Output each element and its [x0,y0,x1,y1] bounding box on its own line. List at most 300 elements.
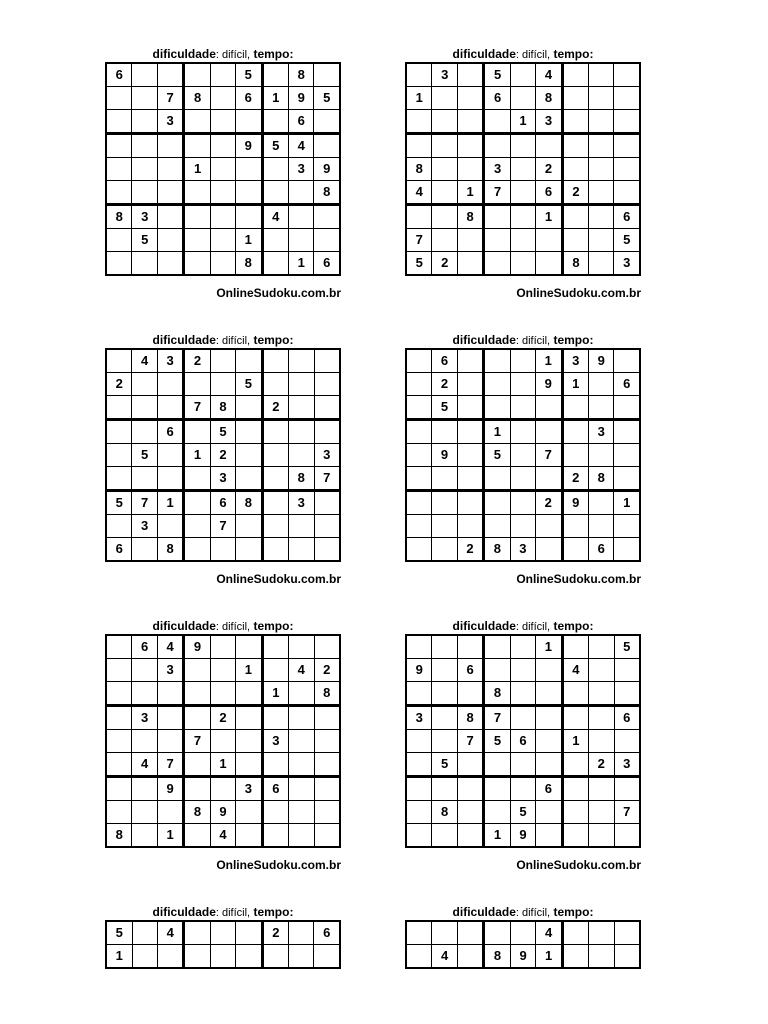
sudoku-cell[interactable] [314,134,340,158]
sudoku-cell[interactable]: 3 [588,420,613,444]
sudoku-cell[interactable] [157,396,183,420]
sudoku-cell[interactable]: 5 [236,63,262,87]
sudoku-cell[interactable] [262,252,288,276]
sudoku-cell[interactable] [510,181,535,205]
sudoku-cell[interactable] [132,181,157,205]
sudoku-cell[interactable] [562,110,588,134]
sudoku-cell[interactable] [588,373,613,396]
sudoku-cell[interactable] [510,444,535,467]
sudoku-cell[interactable] [432,659,457,682]
sudoku-cell[interactable] [510,491,535,515]
sudoku-cell[interactable]: 6 [106,538,132,562]
sudoku-cell[interactable] [457,777,483,801]
sudoku-cell[interactable] [184,229,210,252]
sudoku-cell[interactable]: 2 [210,706,235,730]
sudoku-cell[interactable]: 5 [262,134,288,158]
sudoku-cell[interactable]: 8 [432,801,457,824]
sudoku-cell[interactable] [236,538,262,562]
sudoku-cell[interactable] [236,753,262,777]
sudoku-cell[interactable]: 6 [614,205,640,229]
sudoku-cell[interactable] [510,373,535,396]
sudoku-cell[interactable]: 1 [184,158,210,181]
sudoku-cell[interactable]: 3 [406,706,432,730]
sudoku-cell[interactable] [314,801,340,824]
sudoku-cell[interactable]: 2 [536,491,562,515]
sudoku-cell[interactable] [432,420,457,444]
sudoku-cell[interactable] [432,682,457,706]
sudoku-cell[interactable] [562,538,588,562]
sudoku-cell[interactable]: 6 [432,349,457,373]
sudoku-cell[interactable] [289,945,314,969]
sudoku-cell[interactable] [184,63,210,87]
sudoku-cell[interactable]: 5 [432,753,457,777]
sudoku-cell[interactable] [262,158,288,181]
sudoku-cell[interactable] [406,63,432,87]
sudoku-cell[interactable]: 8 [406,158,432,181]
sudoku-cell[interactable]: 3 [132,706,157,730]
sudoku-cell[interactable] [106,753,132,777]
sudoku-cell[interactable] [589,801,614,824]
sudoku-cell[interactable] [614,515,640,538]
sudoku-cell[interactable] [210,134,235,158]
sudoku-cell[interactable] [132,252,157,276]
sudoku-cell[interactable] [406,396,432,420]
sudoku-cell[interactable] [432,515,457,538]
sudoku-cell[interactable] [562,921,588,945]
sudoku-cell[interactable] [210,921,235,945]
sudoku-cell[interactable] [106,420,132,444]
sudoku-cell[interactable]: 8 [457,205,483,229]
sudoku-cell[interactable] [536,515,562,538]
sudoku-cell[interactable] [236,945,262,969]
sudoku-cell[interactable] [484,467,510,491]
sudoku-cell[interactable]: 8 [314,181,340,205]
sudoku-cell[interactable] [210,945,235,969]
sudoku-cell[interactable]: 2 [562,467,588,491]
sudoku-cell[interactable] [210,777,235,801]
sudoku-cell[interactable]: 2 [262,921,289,945]
sudoku-cell[interactable] [132,945,157,969]
sudoku-cell[interactable] [132,777,157,801]
sudoku-cell[interactable]: 6 [314,921,340,945]
sudoku-cell[interactable] [589,659,614,682]
sudoku-cell[interactable]: 9 [510,945,536,969]
sudoku-cell[interactable]: 3 [236,777,262,801]
sudoku-cell[interactable] [589,682,614,706]
sudoku-cell[interactable] [510,396,535,420]
sudoku-cell[interactable]: 6 [614,373,640,396]
sudoku-cell[interactable] [314,396,340,420]
sudoku-cell[interactable] [457,515,483,538]
sudoku-cell[interactable] [236,396,262,420]
sudoku-cell[interactable]: 7 [484,181,510,205]
sudoku-cell[interactable]: 1 [536,635,562,659]
sudoku-cell[interactable] [457,467,483,491]
sudoku-cell[interactable]: 4 [157,921,184,945]
sudoku-cell[interactable] [132,134,157,158]
sudoku-cell[interactable] [432,706,457,730]
sudoku-cell[interactable]: 5 [236,373,262,396]
sudoku-cell[interactable] [106,181,132,205]
sudoku-cell[interactable] [289,706,314,730]
sudoku-cell[interactable] [314,538,340,562]
sudoku-cell[interactable] [314,777,340,801]
sudoku-cell[interactable] [314,945,340,969]
sudoku-cell[interactable] [562,801,588,824]
sudoku-cell[interactable] [536,753,562,777]
sudoku-cell[interactable] [510,706,535,730]
sudoku-cell[interactable] [289,921,314,945]
sudoku-cell[interactable] [288,229,313,252]
sudoku-cell[interactable] [589,63,614,87]
sudoku-cell[interactable] [184,921,210,945]
sudoku-cell[interactable] [484,134,510,158]
sudoku-cell[interactable] [262,635,288,659]
sudoku-cell[interactable] [210,373,235,396]
sudoku-cell[interactable] [432,205,457,229]
sudoku-cell[interactable] [457,396,483,420]
sudoku-cell[interactable]: 4 [262,205,288,229]
sudoku-cell[interactable] [262,63,288,87]
sudoku-cell[interactable] [132,63,157,87]
sudoku-cell[interactable] [106,158,132,181]
sudoku-cell[interactable]: 8 [588,467,613,491]
sudoku-cell[interactable]: 8 [184,87,210,110]
sudoku-cell[interactable] [562,824,588,848]
sudoku-cell[interactable]: 1 [536,205,562,229]
sudoku-cell[interactable]: 4 [536,63,562,87]
sudoku-cell[interactable]: 2 [432,252,457,276]
sudoku-cell[interactable]: 7 [157,87,183,110]
sudoku-cell[interactable]: 3 [510,538,535,562]
sudoku-cell[interactable] [536,538,562,562]
sudoku-cell[interactable] [262,181,288,205]
sudoku-cell[interactable]: 6 [288,110,313,134]
sudoku-cell[interactable] [132,730,157,753]
sudoku-cell[interactable] [236,158,262,181]
sudoku-cell[interactable] [406,682,432,706]
sudoku-cell[interactable]: 2 [262,396,288,420]
sudoku-cell[interactable] [406,538,432,562]
sudoku-cell[interactable] [562,134,588,158]
sudoku-cell[interactable]: 3 [132,205,157,229]
sudoku-cell[interactable] [589,158,614,181]
sudoku-cell[interactable]: 5 [132,444,157,467]
sudoku-cell[interactable] [157,730,183,753]
sudoku-cell[interactable] [236,181,262,205]
sudoku-cell[interactable] [106,467,132,491]
sudoku-cell[interactable]: 6 [132,635,157,659]
sudoku-cell[interactable] [457,420,483,444]
sudoku-cell[interactable] [614,682,640,706]
sudoku-cell[interactable]: 5 [484,444,510,467]
sudoku-cell[interactable]: 8 [184,801,210,824]
sudoku-cell[interactable]: 5 [106,491,132,515]
sudoku-cell[interactable]: 3 [210,467,235,491]
sudoku-cell[interactable]: 6 [210,491,235,515]
sudoku-cell[interactable] [510,205,535,229]
sudoku-cell[interactable] [614,396,640,420]
sudoku-cell[interactable] [184,682,210,706]
sudoku-cell[interactable] [106,444,132,467]
sudoku-cell[interactable] [106,87,132,110]
sudoku-cell[interactable]: 2 [457,538,483,562]
sudoku-cell[interactable] [236,467,262,491]
sudoku-cell[interactable] [589,229,614,252]
sudoku-cell[interactable] [432,730,457,753]
sudoku-cell[interactable] [406,420,432,444]
sudoku-cell[interactable] [132,420,157,444]
sudoku-cell[interactable] [236,420,262,444]
sudoku-cell[interactable] [262,229,288,252]
sudoku-cell[interactable] [132,396,157,420]
sudoku-cell[interactable]: 9 [588,349,613,373]
sudoku-cell[interactable] [157,801,183,824]
sudoku-cell[interactable] [589,87,614,110]
sudoku-cell[interactable]: 1 [184,444,210,467]
sudoku-cell[interactable] [406,753,432,777]
sudoku-cell[interactable] [314,753,340,777]
sudoku-cell[interactable] [184,181,210,205]
sudoku-cell[interactable]: 1 [157,824,183,848]
sudoku-cell[interactable] [589,730,614,753]
sudoku-cell[interactable] [484,753,510,777]
sudoku-cell[interactable] [536,824,562,848]
sudoku-cell[interactable] [132,87,157,110]
sudoku-cell[interactable] [106,777,132,801]
sudoku-cell[interactable]: 5 [432,396,457,420]
sudoku-cell[interactable]: 8 [484,682,510,706]
sudoku-cell[interactable] [132,110,157,134]
sudoku-cell[interactable] [106,252,132,276]
sudoku-cell[interactable] [106,396,132,420]
sudoku-cell[interactable] [432,635,457,659]
sudoku-cell[interactable]: 8 [314,682,340,706]
sudoku-cell[interactable] [210,659,235,682]
sudoku-cell[interactable]: 8 [157,538,183,562]
sudoku-cell[interactable] [314,110,340,134]
sudoku-cell[interactable] [406,824,432,848]
sudoku-cell[interactable] [210,205,235,229]
sudoku-cell[interactable]: 1 [484,824,510,848]
sudoku-cell[interactable] [236,706,262,730]
sudoku-cell[interactable] [132,373,157,396]
sudoku-cell[interactable] [406,444,432,467]
sudoku-cell[interactable]: 1 [157,491,183,515]
sudoku-cell[interactable] [106,659,132,682]
sudoku-cell[interactable] [510,753,535,777]
sudoku-cell[interactable] [484,396,510,420]
sudoku-cell[interactable]: 1 [406,87,432,110]
sudoku-cell[interactable] [589,921,614,945]
sudoku-cell[interactable] [289,635,314,659]
sudoku-cell[interactable] [184,706,210,730]
sudoku-cell[interactable]: 1 [457,181,483,205]
sudoku-cell[interactable]: 7 [184,730,210,753]
sudoku-cell[interactable]: 6 [236,87,262,110]
sudoku-cell[interactable]: 4 [132,753,157,777]
sudoku-cell[interactable] [184,659,210,682]
sudoku-cell[interactable]: 9 [432,444,457,467]
sudoku-cell[interactable] [314,420,340,444]
sudoku-cell[interactable] [184,205,210,229]
sudoku-cell[interactable] [210,229,235,252]
sudoku-cell[interactable]: 7 [184,396,210,420]
sudoku-cell[interactable] [510,63,535,87]
sudoku-cell[interactable] [457,801,483,824]
sudoku-cell[interactable] [406,349,432,373]
sudoku-cell[interactable]: 4 [210,824,235,848]
sudoku-cell[interactable] [536,229,562,252]
sudoku-cell[interactable]: 1 [262,682,288,706]
sudoku-cell[interactable] [289,396,314,420]
sudoku-cell[interactable] [157,682,183,706]
sudoku-cell[interactable] [406,921,432,945]
sudoku-cell[interactable] [432,158,457,181]
sudoku-cell[interactable] [262,801,288,824]
sudoku-cell[interactable] [314,824,340,848]
sudoku-cell[interactable] [589,824,614,848]
sudoku-cell[interactable]: 8 [210,396,235,420]
sudoku-cell[interactable]: 8 [536,87,562,110]
sudoku-cell[interactable] [457,373,483,396]
sudoku-cell[interactable] [406,134,432,158]
sudoku-cell[interactable] [588,515,613,538]
sudoku-cell[interactable] [289,444,314,467]
sudoku-cell[interactable] [562,635,588,659]
sudoku-cell[interactable] [184,515,210,538]
sudoku-cell[interactable] [406,945,432,969]
sudoku-cell[interactable] [536,801,562,824]
sudoku-cell[interactable]: 5 [484,63,510,87]
sudoku-cell[interactable] [262,110,288,134]
sudoku-cell[interactable] [184,252,210,276]
sudoku-cell[interactable]: 9 [314,158,340,181]
sudoku-cell[interactable] [184,491,210,515]
sudoku-cell[interactable]: 5 [484,730,510,753]
sudoku-cell[interactable] [406,491,432,515]
sudoku-cell[interactable] [157,205,183,229]
sudoku-cell[interactable] [510,467,535,491]
sudoku-cell[interactable] [132,158,157,181]
sudoku-cell[interactable] [510,158,535,181]
sudoku-cell[interactable]: 6 [314,252,340,276]
sudoku-cell[interactable]: 8 [236,252,262,276]
sudoku-cell[interactable] [236,730,262,753]
sudoku-cell[interactable] [106,682,132,706]
sudoku-cell[interactable]: 6 [510,730,535,753]
sudoku-cell[interactable] [289,349,314,373]
sudoku-cell[interactable] [457,349,483,373]
sudoku-cell[interactable] [510,229,535,252]
sudoku-cell[interactable] [262,420,288,444]
sudoku-cell[interactable] [210,635,235,659]
sudoku-cell[interactable] [510,515,535,538]
sudoku-cell[interactable] [236,801,262,824]
sudoku-cell[interactable] [289,777,314,801]
sudoku-cell[interactable] [157,252,183,276]
sudoku-cell[interactable] [184,110,210,134]
sudoku-cell[interactable] [210,252,235,276]
sudoku-cell[interactable] [562,87,588,110]
sudoku-cell[interactable]: 1 [484,420,510,444]
sudoku-cell[interactable] [289,515,314,538]
sudoku-cell[interactable] [210,87,235,110]
sudoku-cell[interactable] [536,730,562,753]
sudoku-cell[interactable] [406,730,432,753]
sudoku-cell[interactable] [314,229,340,252]
sudoku-cell[interactable] [184,777,210,801]
sudoku-cell[interactable] [614,824,640,848]
sudoku-cell[interactable]: 3 [484,158,510,181]
sudoku-cell[interactable] [106,134,132,158]
sudoku-cell[interactable]: 1 [236,659,262,682]
sudoku-cell[interactable]: 2 [106,373,132,396]
sudoku-cell[interactable]: 8 [562,252,588,276]
sudoku-cell[interactable]: 7 [406,229,432,252]
sudoku-cell[interactable] [457,87,483,110]
sudoku-cell[interactable]: 2 [432,373,457,396]
sudoku-cell[interactable]: 2 [589,753,614,777]
sudoku-cell[interactable]: 3 [157,349,183,373]
sudoku-cell[interactable] [184,373,210,396]
sudoku-cell[interactable] [236,824,262,848]
sudoku-cell[interactable] [236,921,262,945]
sudoku-cell[interactable] [562,396,588,420]
sudoku-cell[interactable]: 1 [562,373,588,396]
sudoku-cell[interactable] [314,635,340,659]
sudoku-cell[interactable] [588,444,613,467]
sudoku-cell[interactable] [562,205,588,229]
sudoku-cell[interactable]: 1 [536,349,562,373]
sudoku-cell[interactable] [157,134,183,158]
sudoku-cell[interactable] [432,491,457,515]
sudoku-cell[interactable] [510,87,535,110]
sudoku-cell[interactable] [457,444,483,467]
sudoku-cell[interactable] [262,491,288,515]
sudoku-cell[interactable] [614,444,640,467]
sudoku-cell[interactable]: 6 [536,777,562,801]
sudoku-cell[interactable] [157,444,183,467]
sudoku-cell[interactable] [262,373,288,396]
sudoku-cell[interactable] [157,373,183,396]
sudoku-cell[interactable] [157,181,183,205]
sudoku-cell[interactable]: 2 [314,659,340,682]
sudoku-cell[interactable]: 9 [157,777,183,801]
sudoku-cell[interactable] [588,491,613,515]
sudoku-cell[interactable]: 4 [536,921,563,945]
sudoku-cell[interactable] [314,515,340,538]
sudoku-cell[interactable]: 7 [457,730,483,753]
sudoku-cell[interactable] [457,158,483,181]
sudoku-cell[interactable]: 8 [236,491,262,515]
sudoku-cell[interactable] [484,205,510,229]
sudoku-cell[interactable] [406,801,432,824]
sudoku-cell[interactable] [589,110,614,134]
sudoku-cell[interactable]: 4 [289,659,314,682]
sudoku-cell[interactable]: 1 [614,491,640,515]
sudoku-cell[interactable] [562,753,588,777]
sudoku-cell[interactable] [262,467,288,491]
sudoku-cell[interactable]: 5 [314,87,340,110]
sudoku-cell[interactable] [510,349,535,373]
sudoku-cell[interactable] [106,730,132,753]
sudoku-cell[interactable]: 9 [406,659,432,682]
sudoku-cell[interactable]: 2 [210,444,235,467]
sudoku-cell[interactable] [314,491,340,515]
sudoku-cell[interactable] [510,252,535,276]
sudoku-cell[interactable] [589,205,614,229]
